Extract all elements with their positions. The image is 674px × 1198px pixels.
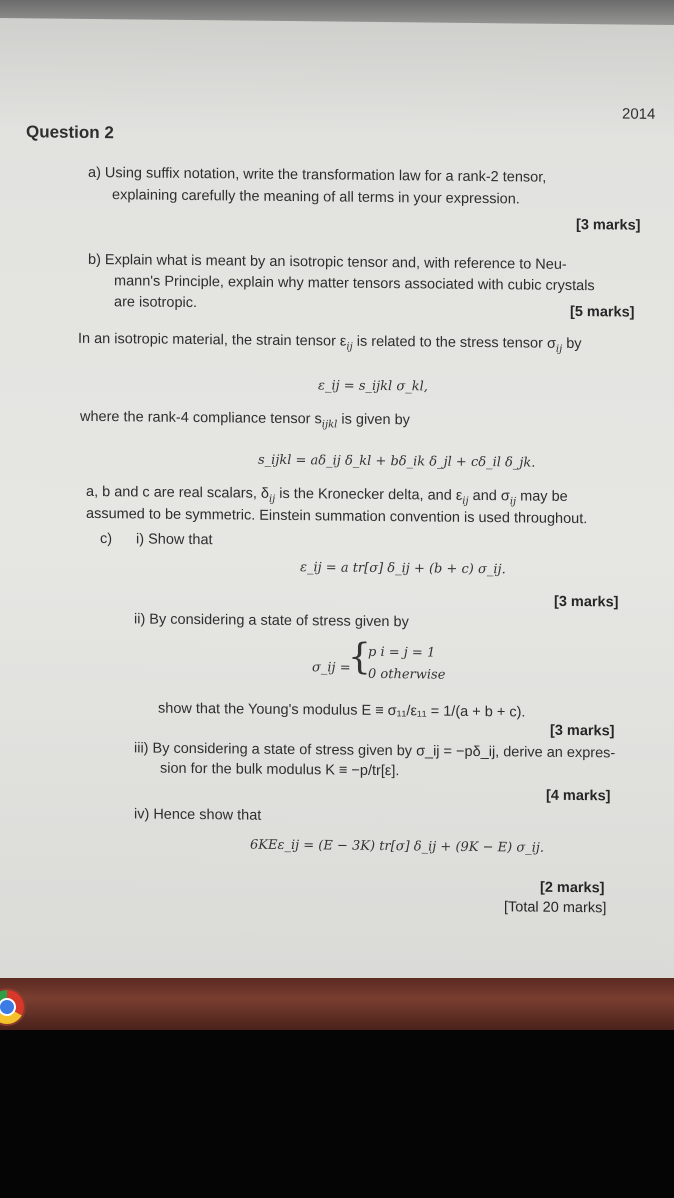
part-c-iv-label: iv) Hence show that bbox=[134, 806, 262, 824]
taskbar bbox=[0, 978, 674, 1030]
intro-line3: a, b and c are real scalars, $\delta_{ij}$ is the Kronecker delta, and $\varepsilon_{ij}$ and $\sigma_{ij}$ may be bbox=[86, 483, 568, 508]
part-c-i-marks: [3 marks] bbox=[554, 593, 619, 611]
part-c-iv-equation: 6KEε_ij = (E − 3K) tr[σ] δ_ij + (9K − E) σ_ij. bbox=[250, 837, 545, 856]
part-c-ii-marks: [3 marks] bbox=[550, 722, 615, 740]
stress-case-1: p i = j = 1 bbox=[368, 644, 436, 661]
question-title: Question 2 bbox=[26, 122, 114, 143]
compliance-tensor-equation: s_ijkl = aδ_ij δ_kl + bδ_ik δ_jl + cδ_il δ_jk. bbox=[258, 452, 536, 471]
part-c-i-equation: ε_ij = a tr[σ] δ_ij + (b + c) σ_ij. bbox=[300, 560, 506, 578]
part-c-iii-line2: sion for the bulk modulus K ≡ −p/tr[ε]. bbox=[160, 760, 400, 780]
stress-state-lhs: σ_ij = bbox=[312, 660, 351, 676]
intro-line1: In an isotropic material, the strain tensor $\varepsilon_{ij}$ is related to the stress tensor $\sigma_{ij}$ by bbox=[78, 330, 582, 355]
part-b-marks: [5 marks] bbox=[570, 303, 635, 321]
part-c-iii-marks: [4 marks] bbox=[546, 787, 611, 805]
part-b-line3: are isotropic. bbox=[114, 294, 198, 312]
strain-stress-equation: ε_ij = s_ijkl σ_kl, bbox=[318, 378, 428, 395]
part-c-iii-line1: iii) By considering a state of stress given by σ_ij = −pδ_ij, derive an expres- bbox=[134, 740, 616, 762]
part-b-line2: mann's Principle, explain why matter tensors associated with cubic crystals bbox=[114, 273, 595, 295]
stress-case-2: 0 otherwise bbox=[368, 666, 446, 683]
exam-page bbox=[0, 18, 674, 985]
part-c-iv-marks: [2 marks] bbox=[540, 879, 605, 897]
part-b-line1: b) Explain what is meant by an isotropic tensor and, with reference to Neu- bbox=[88, 251, 567, 273]
intro-line4: assumed to be symmetric. Einstein summation convention is used throughout. bbox=[86, 505, 588, 528]
part-c-ii-label: ii) By considering a state of stress given by bbox=[134, 611, 409, 631]
part-a-line1: a) Using suffix notation, write the transformation law for a rank-2 tensor, bbox=[88, 164, 547, 186]
piecewise-brace: { bbox=[348, 636, 371, 678]
part-a-marks: [3 marks] bbox=[576, 217, 641, 234]
part-a-line2: explaining carefully the meaning of all terms in your expression. bbox=[112, 187, 520, 208]
part-c-label: c) bbox=[100, 531, 113, 548]
exam-year: 2014 bbox=[622, 105, 656, 123]
total-marks: [Total 20 marks] bbox=[504, 899, 607, 917]
youngs-modulus-statement: show that the Young's modulus E ≡ σ₁₁/ε₁₁ = 1/(a + b + c). bbox=[158, 700, 526, 721]
part-c-i-label: i) Show that bbox=[136, 531, 213, 549]
intro-line2: where the rank-4 compliance tensor $s_{ijkl}$ is given by bbox=[80, 408, 410, 431]
monitor-bezel bbox=[0, 1030, 674, 1198]
